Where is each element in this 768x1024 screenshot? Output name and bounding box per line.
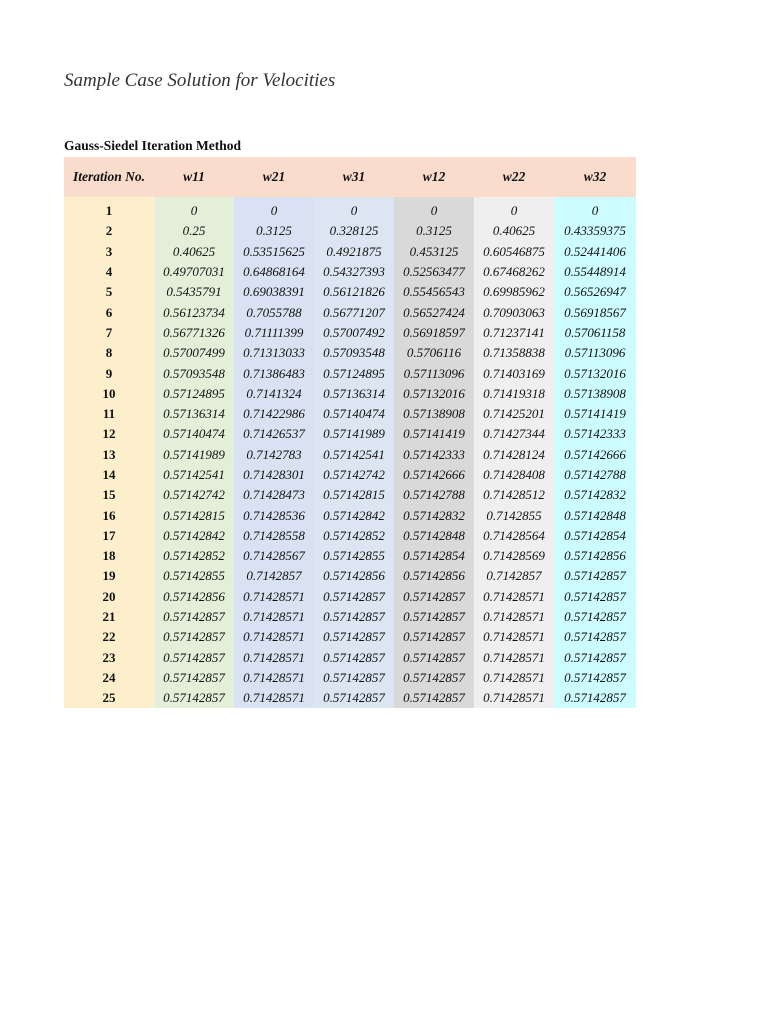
cell-w12: 0.57142857 <box>394 607 474 627</box>
table-row <box>64 302 636 322</box>
cell-w11: 0 <box>154 201 234 221</box>
table-row <box>64 688 636 708</box>
cell-w32: 0.57061158 <box>554 323 636 343</box>
cell-w11: 0.57124895 <box>154 384 234 404</box>
cell-w31: 0.57142857 <box>314 648 394 668</box>
cell-w22: 0.71428571 <box>474 627 554 647</box>
cell-iteration-no: 19 <box>64 566 154 586</box>
cell-w12: 0.57113096 <box>394 363 474 383</box>
table-row <box>64 201 636 221</box>
cell-w11: 0.57140474 <box>154 424 234 444</box>
cell-w31: 0.57140474 <box>314 404 394 424</box>
table-header-row <box>64 157 636 197</box>
cell-w22: 0.71428571 <box>474 607 554 627</box>
table-row <box>64 607 636 627</box>
table-body <box>64 201 636 708</box>
cell-w31: 0.57093548 <box>314 343 394 363</box>
cell-w22: 0.71428512 <box>474 485 554 505</box>
cell-w22: 0.71428571 <box>474 688 554 708</box>
cell-w11: 0.57142857 <box>154 668 234 688</box>
table-row <box>64 242 636 262</box>
cell-w31: 0.57142855 <box>314 546 394 566</box>
cell-w32: 0.57113096 <box>554 343 636 363</box>
cell-w11: 0.57007499 <box>154 343 234 363</box>
cell-w21: 0.7142783 <box>234 445 314 465</box>
cell-w22: 0.71419318 <box>474 384 554 404</box>
cell-w31: 0.57142857 <box>314 587 394 607</box>
cell-w31: 0.57142857 <box>314 688 394 708</box>
cell-iteration-no: 22 <box>64 627 154 647</box>
cell-w32: 0.57142857 <box>554 627 636 647</box>
cell-w12: 0.57142857 <box>394 648 474 668</box>
cell-w21: 0.69038391 <box>234 282 314 302</box>
cell-w12: 0.5706116 <box>394 343 474 363</box>
cell-w22: 0.71237141 <box>474 323 554 343</box>
cell-iteration-no: 8 <box>64 343 154 363</box>
cell-w22: 0.71428564 <box>474 526 554 546</box>
cell-w22: 0.71428571 <box>474 648 554 668</box>
header-w32: w32 <box>554 157 636 197</box>
cell-w21: 0.71428536 <box>234 505 314 525</box>
cell-w12: 0 <box>394 201 474 221</box>
cell-w11: 0.57142857 <box>154 648 234 668</box>
cell-w32: 0.57142857 <box>554 648 636 668</box>
table-row <box>64 424 636 444</box>
table-row <box>64 505 636 525</box>
cell-w31: 0.57142742 <box>314 465 394 485</box>
cell-iteration-no: 25 <box>64 688 154 708</box>
cell-iteration-no: 10 <box>64 384 154 404</box>
iteration-table <box>64 157 636 708</box>
cell-w11: 0.5435791 <box>154 282 234 302</box>
cell-iteration-no: 20 <box>64 587 154 607</box>
table-row <box>64 587 636 607</box>
cell-w12: 0.3125 <box>394 221 474 241</box>
cell-w32: 0.57142848 <box>554 505 636 525</box>
cell-w22: 0.67468262 <box>474 262 554 282</box>
table-row <box>64 262 636 282</box>
header-w11: w11 <box>154 157 234 197</box>
page-title: Sample Case Solution for Velocities <box>64 70 336 91</box>
cell-w12: 0.453125 <box>394 242 474 262</box>
cell-w31: 0.56771207 <box>314 302 394 322</box>
cell-w31: 0.57142815 <box>314 485 394 505</box>
cell-w12: 0.57142857 <box>394 668 474 688</box>
cell-w22: 0.7142857 <box>474 566 554 586</box>
cell-w32: 0.55448914 <box>554 262 636 282</box>
cell-w31: 0.57136314 <box>314 384 394 404</box>
cell-w11: 0.57142852 <box>154 546 234 566</box>
table-row <box>64 465 636 485</box>
cell-iteration-no: 15 <box>64 485 154 505</box>
cell-w11: 0.57142842 <box>154 526 234 546</box>
cell-w22: 0.71428124 <box>474 445 554 465</box>
cell-iteration-no: 3 <box>64 242 154 262</box>
cell-w31: 0.54327393 <box>314 262 394 282</box>
cell-w32: 0.57142788 <box>554 465 636 485</box>
cell-w21: 0.71428571 <box>234 668 314 688</box>
cell-w31: 0.4921875 <box>314 242 394 262</box>
table-row <box>64 648 636 668</box>
cell-w22: 0.71428571 <box>474 668 554 688</box>
cell-iteration-no: 7 <box>64 323 154 343</box>
cell-w21: 0.71428571 <box>234 648 314 668</box>
cell-w21: 0.71428558 <box>234 526 314 546</box>
header-w12: w12 <box>394 157 474 197</box>
cell-w12: 0.55456543 <box>394 282 474 302</box>
cell-w21: 0.71428571 <box>234 607 314 627</box>
cell-iteration-no: 24 <box>64 668 154 688</box>
table-row <box>64 221 636 241</box>
method-title: Gauss-Siedel Iteration Method <box>64 138 241 153</box>
cell-iteration-no: 18 <box>64 546 154 566</box>
cell-w12: 0.57142857 <box>394 688 474 708</box>
cell-w21: 0.53515625 <box>234 242 314 262</box>
cell-iteration-no: 13 <box>64 445 154 465</box>
cell-w22: 0.69985962 <box>474 282 554 302</box>
cell-w21: 0.71313033 <box>234 343 314 363</box>
cell-w22: 0.40625 <box>474 221 554 241</box>
cell-w31: 0.56121826 <box>314 282 394 302</box>
cell-w12: 0.57142857 <box>394 627 474 647</box>
table-row <box>64 566 636 586</box>
cell-w22: 0.71428569 <box>474 546 554 566</box>
cell-w32: 0.56918567 <box>554 302 636 322</box>
cell-w11: 0.57142856 <box>154 587 234 607</box>
table-row <box>64 546 636 566</box>
cell-w22: 0.71428571 <box>474 587 554 607</box>
table-row <box>64 363 636 383</box>
cell-w12: 0.57142333 <box>394 445 474 465</box>
cell-w11: 0.57093548 <box>154 363 234 383</box>
cell-w32: 0.57142832 <box>554 485 636 505</box>
table-row <box>64 668 636 688</box>
cell-w11: 0.25 <box>154 221 234 241</box>
cell-w11: 0.57141989 <box>154 445 234 465</box>
cell-w21: 0.3125 <box>234 221 314 241</box>
cell-w12: 0.56918597 <box>394 323 474 343</box>
cell-w12: 0.57142832 <box>394 505 474 525</box>
cell-w11: 0.57142855 <box>154 566 234 586</box>
cell-w32: 0.57142856 <box>554 546 636 566</box>
cell-w32: 0.57142857 <box>554 587 636 607</box>
cell-w22: 0.71403169 <box>474 363 554 383</box>
cell-w22: 0.71358838 <box>474 343 554 363</box>
cell-w12: 0.57142857 <box>394 587 474 607</box>
cell-w22: 0.7142855 <box>474 505 554 525</box>
cell-iteration-no: 5 <box>64 282 154 302</box>
cell-w11: 0.57142742 <box>154 485 234 505</box>
cell-w32: 0.57138908 <box>554 384 636 404</box>
header-iteration-no: Iteration No. <box>64 157 154 197</box>
cell-w21: 0.71428473 <box>234 485 314 505</box>
cell-w31: 0.57142857 <box>314 607 394 627</box>
cell-w11: 0.57136314 <box>154 404 234 424</box>
cell-w22: 0.71428408 <box>474 465 554 485</box>
cell-w22: 0.70903063 <box>474 302 554 322</box>
cell-w12: 0.57142788 <box>394 485 474 505</box>
table-row <box>64 627 636 647</box>
cell-w11: 0.49707031 <box>154 262 234 282</box>
cell-w21: 0.7141324 <box>234 384 314 404</box>
cell-iteration-no: 21 <box>64 607 154 627</box>
cell-w11: 0.56123734 <box>154 302 234 322</box>
cell-w21: 0.71386483 <box>234 363 314 383</box>
cell-w31: 0.57124895 <box>314 363 394 383</box>
cell-w21: 0.71426537 <box>234 424 314 444</box>
table-row <box>64 282 636 302</box>
cell-iteration-no: 6 <box>64 302 154 322</box>
cell-w21: 0.7142857 <box>234 566 314 586</box>
cell-w21: 0 <box>234 201 314 221</box>
cell-w11: 0.57142857 <box>154 607 234 627</box>
header-w22: w22 <box>474 157 554 197</box>
cell-w32: 0.57142333 <box>554 424 636 444</box>
cell-w12: 0.57132016 <box>394 384 474 404</box>
cell-w11: 0.57142815 <box>154 505 234 525</box>
cell-w31: 0.57141989 <box>314 424 394 444</box>
cell-w11: 0.56771326 <box>154 323 234 343</box>
cell-w32: 0.43359375 <box>554 221 636 241</box>
cell-w31: 0.57142856 <box>314 566 394 586</box>
cell-iteration-no: 23 <box>64 648 154 668</box>
cell-w32: 0.57142857 <box>554 607 636 627</box>
cell-iteration-no: 14 <box>64 465 154 485</box>
cell-w12: 0.57142854 <box>394 546 474 566</box>
cell-w31: 0.57142857 <box>314 668 394 688</box>
cell-w32: 0.57142666 <box>554 445 636 465</box>
cell-w32: 0.57142854 <box>554 526 636 546</box>
table-row <box>64 485 636 505</box>
cell-w32: 0 <box>554 201 636 221</box>
cell-w21: 0.7055788 <box>234 302 314 322</box>
cell-w12: 0.52563477 <box>394 262 474 282</box>
cell-iteration-no: 11 <box>64 404 154 424</box>
cell-w12: 0.57142848 <box>394 526 474 546</box>
cell-w21: 0.71428571 <box>234 627 314 647</box>
cell-w12: 0.56527424 <box>394 302 474 322</box>
table-row <box>64 343 636 363</box>
cell-w11: 0.57142541 <box>154 465 234 485</box>
cell-iteration-no: 2 <box>64 221 154 241</box>
cell-w21: 0.71428567 <box>234 546 314 566</box>
cell-w31: 0.57007492 <box>314 323 394 343</box>
cell-iteration-no: 12 <box>64 424 154 444</box>
cell-iteration-no: 1 <box>64 201 154 221</box>
table-row <box>64 323 636 343</box>
cell-iteration-no: 16 <box>64 505 154 525</box>
header-w21: w21 <box>234 157 314 197</box>
cell-w21: 0.64868164 <box>234 262 314 282</box>
cell-w21: 0.71111399 <box>234 323 314 343</box>
cell-w32: 0.57142857 <box>554 566 636 586</box>
cell-w31: 0.57142857 <box>314 627 394 647</box>
cell-w31: 0.57142541 <box>314 445 394 465</box>
table-row <box>64 526 636 546</box>
cell-w32: 0.57141419 <box>554 404 636 424</box>
cell-w11: 0.40625 <box>154 242 234 262</box>
cell-w12: 0.57138908 <box>394 404 474 424</box>
cell-w32: 0.57132016 <box>554 363 636 383</box>
cell-w12: 0.57142856 <box>394 566 474 586</box>
cell-w21: 0.71422986 <box>234 404 314 424</box>
cell-w21: 0.71428571 <box>234 688 314 708</box>
header-w31: w31 <box>314 157 394 197</box>
cell-w32: 0.56526947 <box>554 282 636 302</box>
cell-w31: 0.57142852 <box>314 526 394 546</box>
cell-iteration-no: 9 <box>64 363 154 383</box>
cell-w22: 0 <box>474 201 554 221</box>
cell-w22: 0.60546875 <box>474 242 554 262</box>
cell-w31: 0 <box>314 201 394 221</box>
cell-w31: 0.57142842 <box>314 505 394 525</box>
table-row <box>64 384 636 404</box>
cell-w21: 0.71428571 <box>234 587 314 607</box>
cell-w31: 0.328125 <box>314 221 394 241</box>
cell-iteration-no: 4 <box>64 262 154 282</box>
cell-w12: 0.57141419 <box>394 424 474 444</box>
cell-w32: 0.52441406 <box>554 242 636 262</box>
cell-w32: 0.57142857 <box>554 668 636 688</box>
cell-w22: 0.71427344 <box>474 424 554 444</box>
table-row <box>64 404 636 424</box>
cell-w11: 0.57142857 <box>154 688 234 708</box>
cell-iteration-no: 17 <box>64 526 154 546</box>
cell-w12: 0.57142666 <box>394 465 474 485</box>
cell-w11: 0.57142857 <box>154 627 234 647</box>
table-row <box>64 445 636 465</box>
cell-w21: 0.71428301 <box>234 465 314 485</box>
cell-w22: 0.71425201 <box>474 404 554 424</box>
cell-w32: 0.57142857 <box>554 688 636 708</box>
